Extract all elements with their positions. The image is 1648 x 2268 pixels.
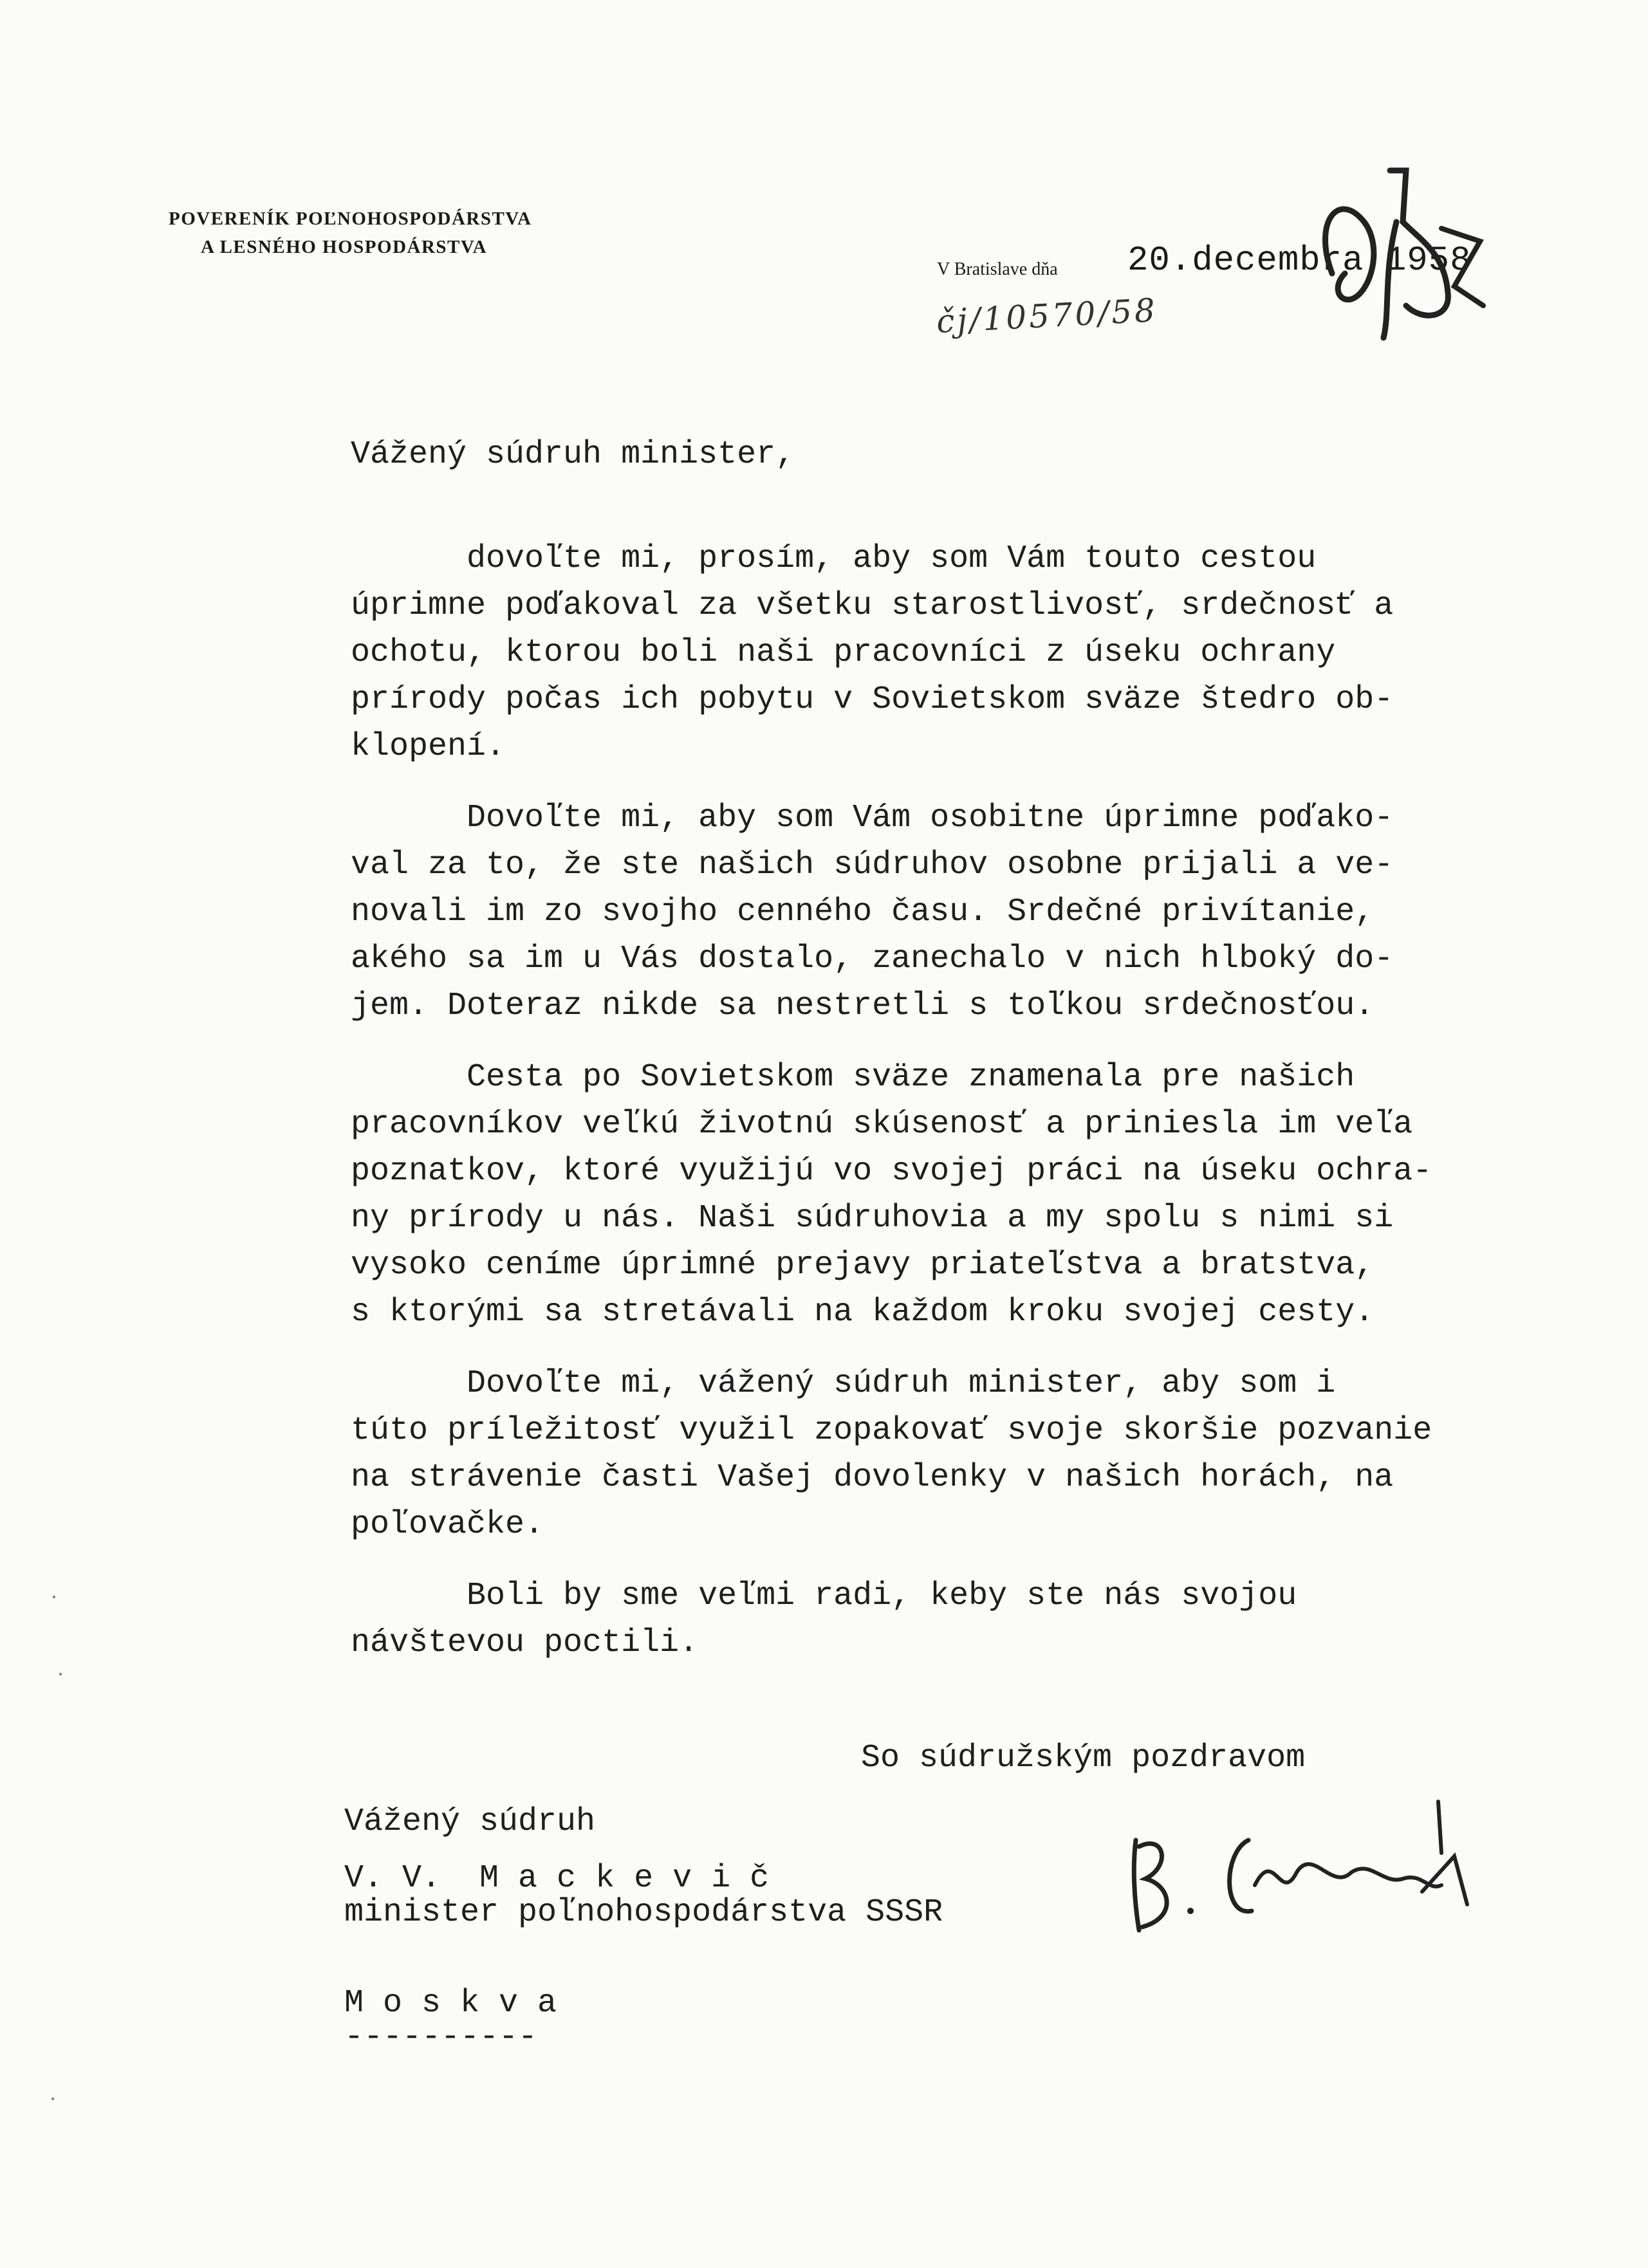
body-line: Boli by sme veľmi radi, keby ste nás svojou <box>351 1578 1297 1614</box>
body-line: vysoko ceníme úprimné prejavy priateľstva a bratstva, <box>351 1247 1375 1284</box>
addressee-title: minister poľnohospodárstva SSSR <box>344 1894 943 1931</box>
body-line: Dovoľte mi, aby som Vám osobitne úprimne poďako- <box>351 800 1394 836</box>
body-line: úprimne poďakoval za všetku starostlivosť, srdečnosť a <box>351 587 1394 624</box>
body-line: jem. Doteraz nikde sa nestretli s toľkou srdečnosťou. <box>351 988 1375 1024</box>
body-line: ochotu, ktorou boli naši pracovníci z úseku ochrany <box>351 634 1336 671</box>
body-line: dovoľte mi, prosím, aby som Vám touto cestou <box>351 540 1317 577</box>
body-line: Dovoľte mi, vážený súdruh minister, aby som i <box>351 1365 1336 1402</box>
reference-number: čj/10570/58 <box>935 291 1159 340</box>
addressee-name: V. V. M a c k e v i č <box>344 1860 770 1897</box>
initials-mark <box>1293 145 1499 344</box>
closing: So súdružským pozdravom <box>861 1740 1306 1776</box>
body-line: prírody počas ich pobytu v Sovietskom sväze štedro ob- <box>351 681 1394 718</box>
letterhead-line-2: A LESNÉHO HOSPODÁRSTVA <box>201 237 488 257</box>
body-line: na strávenie časti Vašej dovolenky v našich horách, na <box>351 1459 1394 1496</box>
body-line: novali im zo svojho cenného času. Srdečné privítanie, <box>351 894 1375 930</box>
body-line: klopení. <box>351 728 506 765</box>
letterhead <box>169 205 532 261</box>
margin-mark <box>59 1673 62 1675</box>
body-line: pracovníkov veľkú životnú skúsenosť a priniesla im veľa <box>351 1106 1413 1143</box>
addressee-city: M o s k v a <box>344 1985 557 2022</box>
letter-date: 20.decembra 1958 <box>1127 241 1472 281</box>
body-line: akého sa im u Vás dostalo, zanechalo v nich hlboký do- <box>351 941 1394 977</box>
signature <box>1120 1795 1506 1943</box>
margin-mark <box>51 2097 54 2100</box>
city-underline: ---------- <box>344 2019 538 2056</box>
body-line: poznatkov, ktoré využijú vo svojej práci na úseku ochra- <box>351 1153 1432 1190</box>
body-line: návštevou poctili. <box>351 1625 699 1661</box>
body-line: s ktorými sa stretávali na každom kroku svojej cesty. <box>351 1294 1375 1331</box>
body-line: val za to, že ste našich súdruhov osobne prijali a ve- <box>351 847 1394 883</box>
salutation: Vážený súdruh minister, <box>351 436 795 473</box>
place-label: V Bratislave dňa <box>937 259 1058 279</box>
body-line: poľovačke. <box>351 1506 544 1543</box>
addressee-greeting: Vážený súdruh <box>344 1803 596 1840</box>
body-line: Cesta po Sovietskom sväze znamenala pre našich <box>351 1059 1355 1096</box>
margin-mark <box>53 1596 55 1598</box>
body-line: túto príležitosť využil zopakovať svoje skoršie pozvanie <box>351 1412 1432 1449</box>
letterhead-line-1: POVERENÍK POĽNOHOSPODÁRSTVA <box>169 208 532 229</box>
body-line: ny prírody u nás. Naši súdruhovia a my spolu s nimi si <box>351 1200 1394 1237</box>
